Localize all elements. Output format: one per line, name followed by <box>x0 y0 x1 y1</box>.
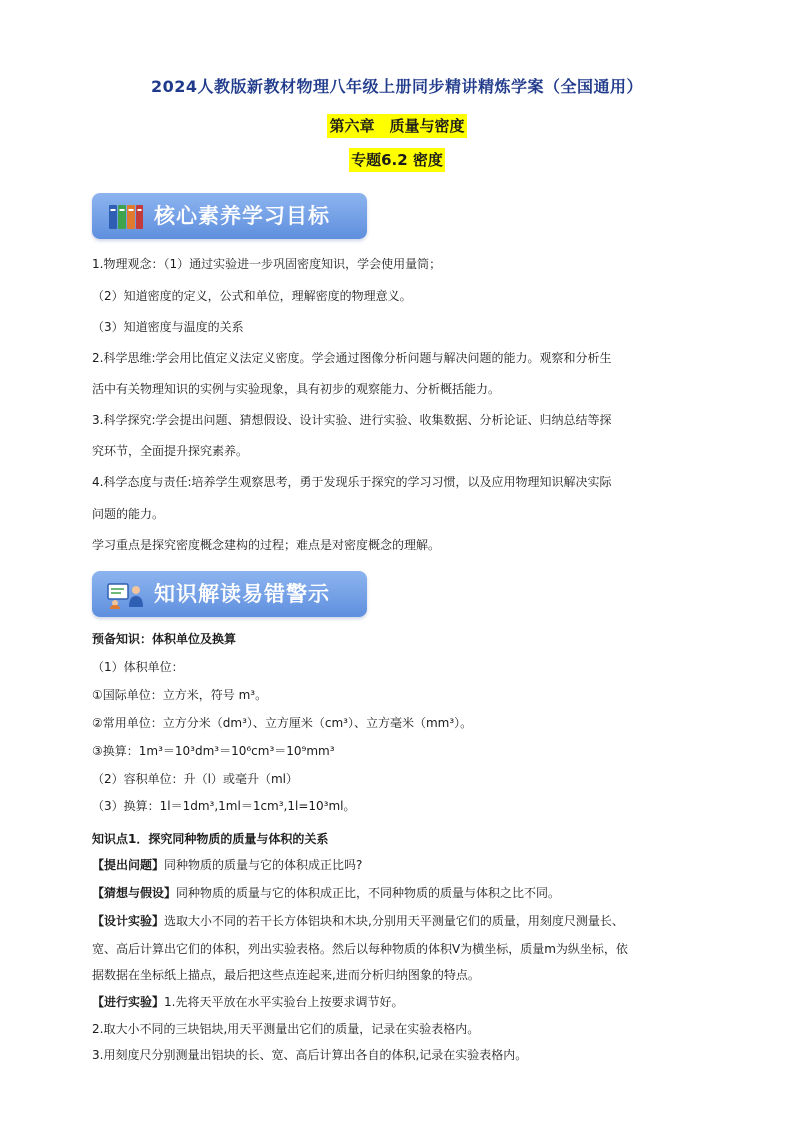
goal-line: 3.科学探究:学会提出问题、猜想假设、设计实验、进行实验、收集数据、分析论证、归纳总结等探 <box>92 413 612 427</box>
chapter-heading-wrap <box>0 114 794 138</box>
kp1-design-text: 据数据在坐标纸上描点，最后把这些点连起来,进而分析归纳图象的特点。 <box>92 968 480 982</box>
books-icon <box>106 203 146 231</box>
kp1-conduct-text: 1.先将天平放在水平实验台上按要求调节好。 <box>164 995 404 1009</box>
tag-ask-question: 【提出问题】 <box>92 858 165 872</box>
kp1-design-text: 宽、高后计算出它们的体积，列出实验表格。然后以每种物质的体积V为横坐标，质量m为纵坐标，依 <box>92 942 628 956</box>
goal-line: 1.物理观念：（1）通过实验进一步巩固密度知识，学会使用量筒； <box>92 257 442 271</box>
kp1-design-text: 选取大小不同的若干长方体铝块和木块,分别用天平测量它们的质量，用刻度尺测量长、 <box>164 914 624 928</box>
kp1-design-line <box>92 912 712 930</box>
knowledge-point-1-title: 知识点1．探究同种物质的质量与体积的关系 <box>92 832 329 846</box>
goal-line: 活中有关物理知识的实例与实验现象，具有初步的观察能力、分析概括能力。 <box>92 382 501 396</box>
kp1-hypothesis-line <box>92 884 712 902</box>
prep-line: （1）体积单位： <box>92 660 184 674</box>
kp1-conduct-line <box>92 993 712 1011</box>
topic-heading-wrap <box>0 148 794 172</box>
prep-line: ③换算：1m³＝10³dm³＝10⁶cm³＝10⁹mm³ <box>92 744 335 758</box>
prep-line: （2）容积单位：升（l）或毫升（ml） <box>92 772 298 786</box>
goal-line: 4.科学态度与责任:培养学生观察思考，勇于发现乐于探究的学习习惯，以及应用物理知识解决实际 <box>92 475 612 489</box>
kp1-step: 3.用刻度尺分别测量出铝块的长、宽、高后计算出各自的体积,记录在实验表格内。 <box>92 1048 528 1062</box>
kp1-step: 2.取大小不同的三块铝块,用天平测量出它们的质量，记录在实验表格内。 <box>92 1022 480 1036</box>
tag-design-experiment: 【设计实验】 <box>92 914 165 928</box>
teacher-board-icon <box>106 581 146 609</box>
goal-line: 学习重点是探究密度概念建构的过程；难点是对密度概念的理解。 <box>92 538 441 552</box>
prep-line: ②常用单位：立方分米（dm³）、立方厘米（cm³）、立方毫米（mm³）。 <box>92 716 473 730</box>
goal-line: 2.科学思维:学会用比值定义法定义密度。学会通过图像分析问题与解决问题的能力。观察和分析生 <box>92 351 612 365</box>
tag-hypothesis: 【猜想与假设】 <box>92 886 177 900</box>
goal-line: 究环节，全面提升探究素养。 <box>92 444 249 458</box>
prep-line: ①国际单位：立方米，符号 m³。 <box>92 688 268 702</box>
section-banner-label: 核心素养学习目标 <box>154 204 330 228</box>
kp1-question-line <box>92 856 712 874</box>
kp1-hypothesis-text: 同种物质的质量与它的体积成正比，不同种物质的质量与体积之比不同。 <box>176 886 561 900</box>
document-title: 2024人教版新教材物理八年级上册同步精讲精炼学案（全国通用） <box>150 77 644 96</box>
chapter-heading: 第六章 质量与密度 <box>327 114 466 138</box>
kp1-question-text: 同种物质的质量与它的体积成正比吗? <box>164 858 363 872</box>
goal-line: 问题的能力。 <box>92 507 165 521</box>
goal-line: （3）知道密度与温度的关系 <box>92 320 244 334</box>
topic-heading: 专题6.2 密度 <box>349 148 445 172</box>
tag-conduct-experiment: 【进行实验】 <box>92 995 165 1009</box>
goal-line: （2）知道密度的定义，公式和单位，理解密度的物理意义。 <box>92 289 412 303</box>
section-banner-label: 知识解读易错警示 <box>154 582 330 606</box>
section-banner-learning-goals <box>92 193 367 239</box>
section-banner-knowledge <box>92 571 367 617</box>
prep-line: （3）换算：1l＝1dm³,1ml＝1cm³,1l=10³ml。 <box>92 799 356 813</box>
prep-knowledge-title: 预备知识：体积单位及换算 <box>92 632 237 646</box>
